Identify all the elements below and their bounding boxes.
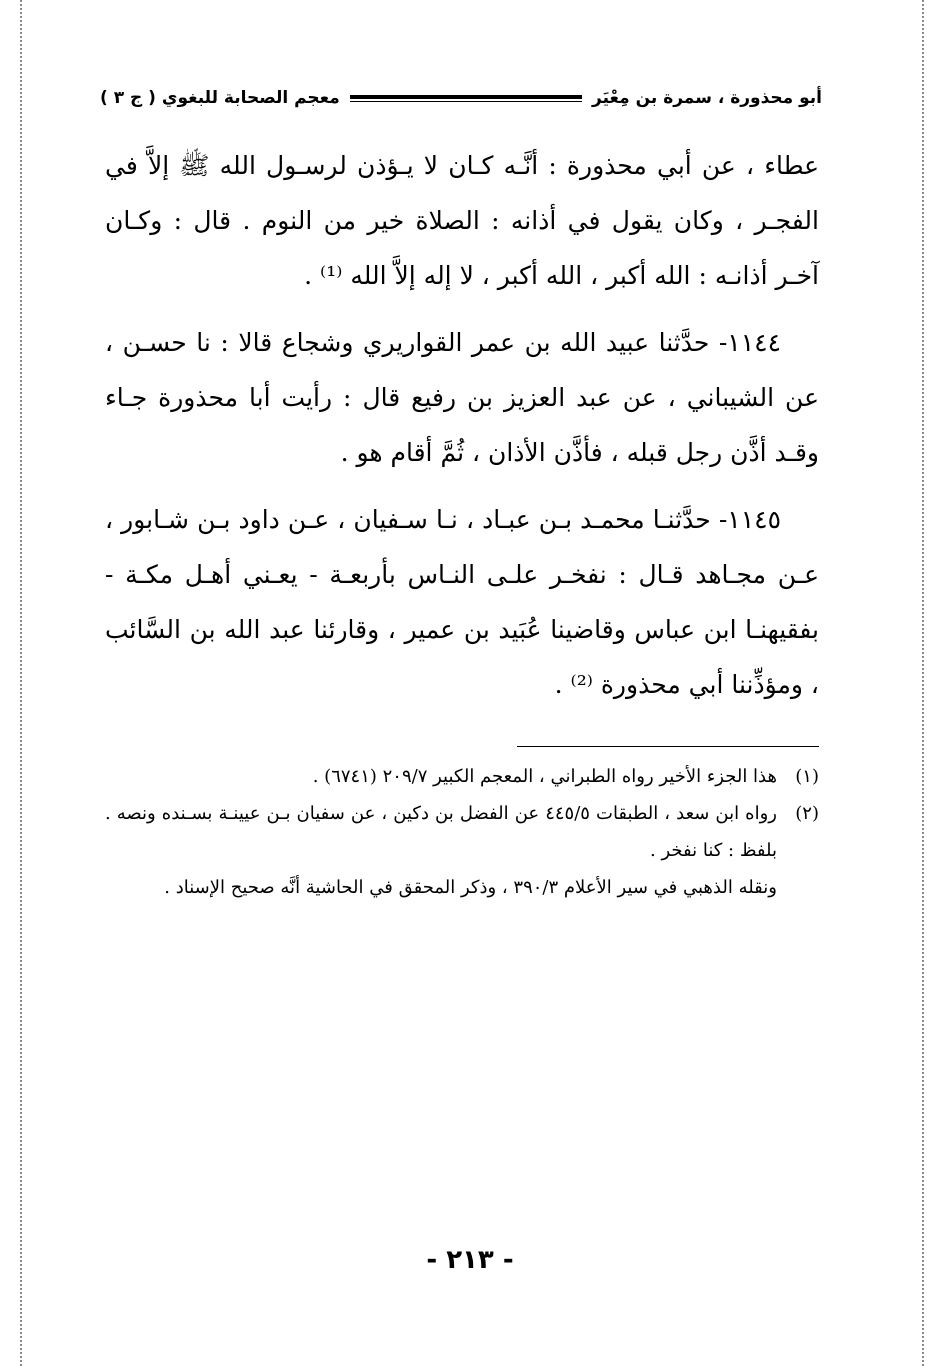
main-text — [105, 138, 819, 724]
footnote-1-number: (١) — [795, 766, 819, 787]
header-section-title: أبو محذورة ، سمرة بن مِعْيَر — [592, 88, 822, 108]
footnote-2-text: رواه ابن سعد ، الطبقات ٤٤٥/٥ عن الفضل بن دكين ، عن سفيان بـن عيينـة بسـنده ونصه . بلفظ : كنا نفخر . — [105, 803, 777, 861]
paragraph-1: عطاء ، عن أبي محذورة : أنَّـه كـان لا يـؤذن لرسـول الله ﷺ إلاَّ في الفجـر ، وكان يقول في أذانه : الصلاة خير من النوم . قال : وكـان آخـر أذانـه : الله أكبر ، الله أكبر ، لا إله إلاَّ الله ⁽¹⁾ . — [105, 151, 819, 290]
hadith-1145: ١١٤٥- حدَّثنـا محمـد بـن عبـاد ، نـا سـفيان ، عـن داود بـن شـابور ، عـن مجـاهد قـال : نفخـر علـى النـاس بأربعـة - يعـني أهـل مكـة - بفقيهنـا ابن عباس وقاضينا عُبَيد بن عمير ، وقارئنا عبد الله بن السَّائب ، ومؤذِّننا أبي محذورة ⁽²⁾ . — [105, 505, 819, 699]
scan-border-right — [922, 0, 924, 1366]
footnote-2 — [105, 795, 819, 869]
running-header — [100, 80, 822, 116]
scan-border-left — [20, 0, 22, 1366]
page-number: - ٢١٣ - — [426, 1245, 514, 1275]
footnote-2-continuation: ونقله الذهبي في سير الأعلام ٣٩٠/٣ ، وذكر المحقق في الحاشية أنَّه صحيح الإسناد . — [164, 877, 777, 898]
footnote-1 — [105, 758, 819, 795]
hadith-1144: ١١٤٤- حدَّثنا عبيد الله بن عمر القواريري وشجاع قالا : نا حسـن ، عن الشيباني ، عن عبد العزيز بن رفيع قال : رأيت أبا محذورة جـاء وقـد أذَّن رجل قبله ، فأذَّن الأذان ، ثُمَّ أقام هو . — [105, 328, 819, 467]
footnote-2-number: (٢) — [795, 803, 819, 824]
footnote-1-text: هذا الجزء الأخير رواه الطبراني ، المعجم الكبير ٢٠٩/٧ (٦٧٤١) . — [312, 766, 777, 787]
footnote-separator — [517, 746, 819, 747]
header-rule — [350, 95, 582, 102]
footnotes — [105, 758, 819, 906]
header-book-title: معجم الصحابة للبغوي ( ج ٣ ) — [100, 88, 340, 108]
